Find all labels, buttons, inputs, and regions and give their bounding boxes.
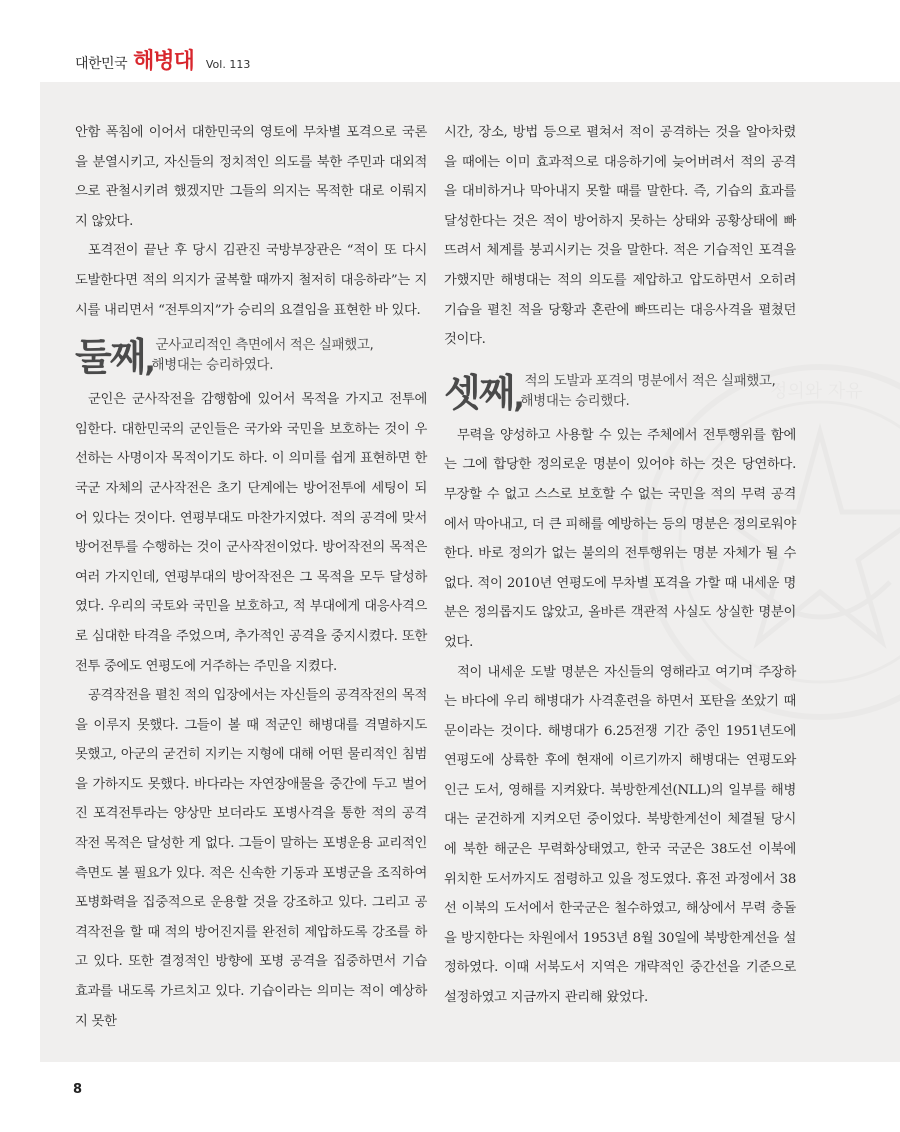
section-heading-third-big: 셋째 (444, 370, 514, 415)
left-body-paragraph-2: 공격작전을 펼친 적의 입장에서는 자신들의 공격작전의 목적을 이루지 못했다. 그들이 볼 때 적군인 해병대를 격멸하지도 못했고, 아군의 굳건히 지키는 지형에 대해 어떤 물리적인 침범을 가하지도 못했다. 바다라는 자연장애물을 중간에 두고 벌어진 포격전투라는 양상만 보더라도 포병사격을 통한 적의 공격작전 목적은 달성한 게 없다. 그들이 말하는 포병운용 교리적인 측면도 볼 필요가 있다. 적은 신속한 기동과 포병군을 조직하여 포병화력을 집중적으로 운용할 것을 강조하고 있다. 그리고 공격작전을 할 때 적의 방어진지를 완전히 제압하도록 강조를 하고 있다. 또한 결정적인 방향에 포병 공격을 집중하면서 기습 효과를 내도록 가르치고 있다. 기습이라는 의미는 적이 예상하지 못한 (75, 688, 427, 1029)
section-heading-second-line1: 군사교리적인 측면에서 적은 실패했고, (155, 337, 374, 354)
right-body-paragraph-1: 무력을 양성하고 사용할 수 있는 주체에서 전투행위를 함에는 그에 합당한 정의로운 명분이 있어야 하는 것은 당연하다. 무장할 수 없고 스스로 보호할 수 없는 국민을 적의 무력 공격에서 막아내고, 더 큰 피해를 예방하는 등의 명분은 정의로워야 한다. 바로 정의가 없는 불의의 전투행위는 명분 자체가 될 수 없다. 적이 2010년 연평도에 무차별 포격을 가할 때 내세운 명분은 정의롭지도 않았고, 올바른 객관적 사실도 상실한 명분이었다. (444, 427, 796, 650)
masthead-volume: Vol. 113 (205, 58, 251, 71)
right-column (444, 118, 796, 1013)
left-body-paragraph-1: 군인은 군사작전을 감행함에 있어서 목적을 가지고 전투에 임한다. 대한민국의 군인들은 국가와 국민을 보호하는 것이 우선하는 사명이자 목적이기도 하다. 이 의미를 쉽게 표현하면 한국군 자체의 군사작전은 초기 단계에는 방어전투에 세팅이 되어 있다는 것이다. 연평부대도 마찬가지였다. 적의 공격에 맞서 방어전투를 수행하는 것이 군사작전이었다. 방어작전의 목적은 여러 가지인데, 연평부대의 방어작전은 그 목적을 모두 달성하였다. 우리의 국토와 국민을 보호하고, 적 부대에게 대응사격으로 심대한 타격을 주었으며, 추가적인 공격을 중지시켰다. 또한 전투 중에도 연평도에 거주하는 주민을 지켰다. (75, 392, 427, 674)
article-panel (40, 82, 900, 1062)
section-heading-second-big: 둘째 (75, 335, 145, 380)
section-heading-third (444, 371, 796, 413)
right-body-paragraph-2: 적이 내세운 도발 명분은 자신들의 영해라고 여기며 주장하는 바다에 우리 해병대가 사격훈련을 하면서 포탄을 쏘았기 때문이라는 것이다. 해병대가 6.25전쟁 기간 중인 1951년도에 연평도에 상륙한 후에 현재에 이르기까지 해병대는 연평도와 인근 도서, 영해를 지켜왔다. 북방한계선(NLL)의 일부를 해병대는 굳건하게 지켜오던 중이었다. 북방한계선이 체결될 당시에 북한 해군은 무력화상태였고, 한국 국군은 38도선 이북에 위치한 도서까지도 점령하고 있을 정도였다. 휴전 과정에서 38선 이북의 도서에서 한국군은 철수하였고, 해상에서 무력 충돌을 방지한다는 차원에서 1953년 8월 30일에 북방한계선을 설정하였다. 이때 서북도서 지역은 개략적인 중간선을 기준으로 설정하였고 지금까지 관리해 왔었다. (444, 664, 796, 1006)
section-heading-third-line1: 적의 도발과 포격의 명분에서 적은 실패했고, (524, 372, 776, 389)
masthead (75, 44, 250, 75)
masthead-title: 해병대 (133, 49, 194, 74)
watermark-text: 정의와 자유 (770, 381, 863, 402)
section-heading-third-line2: 해병대는 승리했다. (520, 392, 630, 409)
section-heading-second-comma: , (144, 344, 156, 380)
section-heading-second-line2: 해병대는 승리하였다. (151, 357, 274, 374)
left-column (75, 118, 427, 1036)
page-number: 8 (73, 1082, 83, 1097)
masthead-country: 대한민국 (75, 56, 128, 72)
left-intro-paragraph-1: 안함 폭침에 이어서 대한민국의 영토에 무차별 포격으로 국론을 분열시키고, 자신들의 정치적인 의도를 북한 주민과 대외적으로 관철시키려 했겠지만 그들의 의지는 목적한 대로 이뤄지지 않았다. (75, 125, 427, 229)
section-heading-second (75, 335, 427, 380)
right-intro-paragraph: 시간, 장소, 방법 등으로 펼쳐서 적이 공격하는 것을 알아차렸을 때에는 이미 효과적으로 대응하기에 늦어버려서 적의 공격을 대비하거나 막아내지 못할 때를 말한다. 즉, 기습의 효과를 달성한다는 것은 적이 방어하지 못하는 상태와 공황상태에 빠뜨려서 체계를 붕괴시키는 것을 말한다. 적은 기습적인 포격을 가했지만 해병대는 적의 의도를 제압하고 압도하면서 오히려 기습을 펼친 적을 당황과 혼란에 빠뜨리는 대응사격을 펼쳤던 것이다. (444, 125, 796, 348)
section-heading-third-comma: , (513, 379, 525, 415)
left-intro-paragraph-2: 포격전이 끝난 후 당시 김관진 국방부장관은 “적이 또 다시 도발한다면 적의 의지가 굴복할 때까지 철저히 대응하라”는 지시를 내리면서 “전투의지”가 승리의 요결임을 표현한 바 있다. (75, 243, 427, 318)
